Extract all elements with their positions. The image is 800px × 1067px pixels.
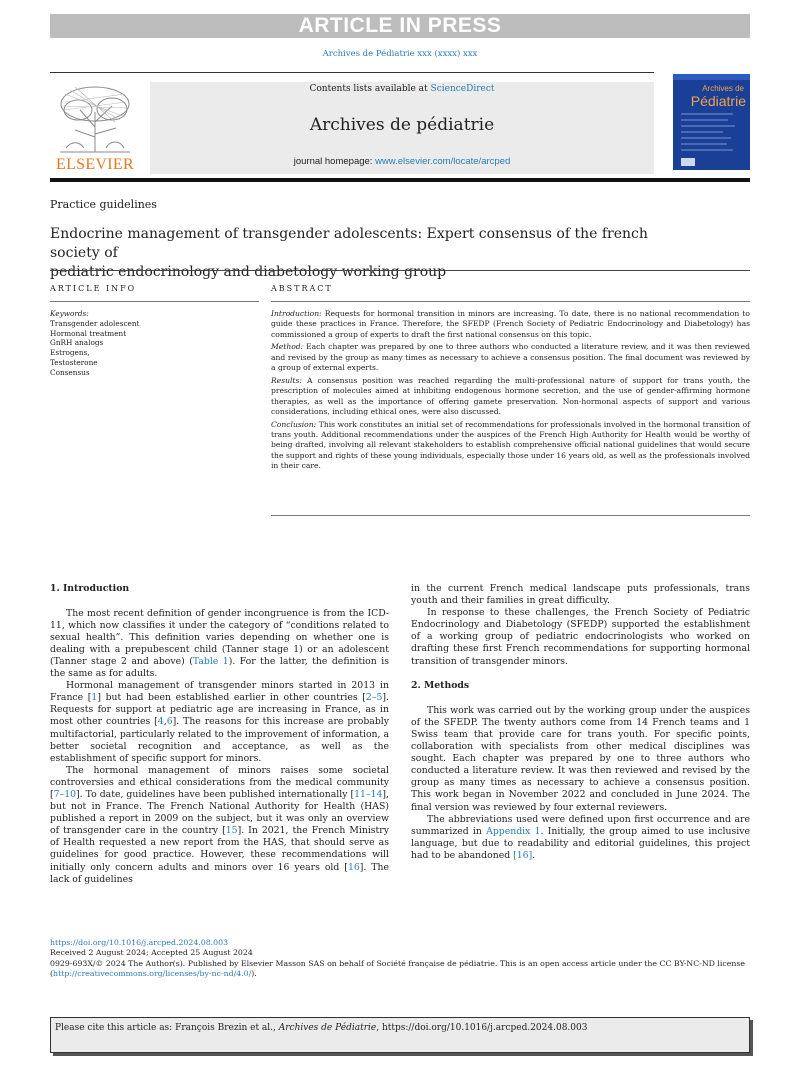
article-info-heading: ARTICLE INFO	[50, 284, 137, 293]
masthead-thick-rule	[50, 178, 750, 182]
keyword: Hormonal treatment	[50, 328, 127, 338]
citation-link[interactable]: 15	[225, 825, 238, 837]
license-link[interactable]: http://creativecommons.org/licenses/by-nc-nd/4.0/	[53, 968, 252, 978]
abstract-bottom-rule	[271, 515, 750, 516]
body-paragraph: In response to these challenges, the French Society of Pediatric Endocrinology and Diabetology (SFEDP) supported the establishment of a working group of pediatric endocrinologists who worked on drafting these first French recommendations for supporting hormonal transition of transgender minors.	[411, 607, 750, 667]
body-column-right	[411, 583, 750, 862]
journal-title: Archives de pédiatrie	[309, 115, 495, 135]
body-column-left	[50, 583, 389, 886]
abstract-method: Method: Each chapter was prepared by one to three authors who conducted a literature review, and it was then reviewed and revised by the group as many times as necessary to achieve a consensus position. The final document was reviewed by a group of external experts.	[271, 342, 750, 373]
article-info-rule	[50, 301, 259, 302]
header-rule	[50, 72, 654, 73]
elsevier-wordmark: ELSEVIER	[56, 156, 134, 173]
introduction-heading: 1. Introduction	[50, 583, 130, 594]
citation-link[interactable]: 1	[91, 692, 98, 704]
abstract-introduction: Introduction: Requests for hormonal transition in minors are increasing. To date, there is no national recommendation to guide these practices in France. Therefore, the SFEDP (French Society of Pediatric Endocrinology and Diabetology) has commissioned a group of experts to draft the first national consensus on this topic.	[271, 309, 750, 339]
keyword: Testosterone	[50, 357, 98, 367]
abstract-rule	[271, 301, 750, 302]
elsevier-tree-icon	[50, 82, 140, 154]
keyword: Consensus	[50, 367, 90, 377]
title-rule	[50, 270, 750, 271]
body-paragraph: The most recent definition of gender incongruence is from the ICD-11, which now classifies it under the category of “conditions related to sexual health”. This definition varies depending on whether one is dealing with a prepubescent child (Tanner stage 1) or an adolescent (Tanner stage 2 and above) (Table 1). For the latter, the definition is the same as for adults.	[50, 607, 389, 680]
abstract-conclusion: Conclusion: This work constitutes an initial set of recommendations for professionals involved in the hormonal transition of trans youth. Additional recommendations under the auspices of the French High Authority for Health would be worthy of being drafted, involving all relevant stakeholders to establish comprehensive official national guidelines that would secure the support and rights of these young individuals, especially those under 16 years old, as well as the professionals involved in their care.	[271, 419, 750, 470]
citation-link[interactable]: 7–10	[53, 789, 77, 800]
journal-cover-thumbnail[interactable]	[673, 74, 750, 170]
body-paragraph: This work was carried out by the working group under the auspices of the SFEDP. The twenty authors come from 14 French teams and 1 Swiss team that provide care for trans youth. For specific points, collaboration with specialists from other medical disciplines was sought. Each chapter was prepared by one to three authors who conducted a literature review. It was then reviewed and revised by the group as many times as necessary to achieve a consensus position. This work began in November 2022 and concluded in June 2024. The final version was reviewed by four external reviewers.	[411, 704, 750, 813]
methods-heading: 2. Methods	[411, 680, 470, 692]
keyword: GnRH analogs	[50, 338, 104, 348]
elsevier-logo	[50, 82, 140, 174]
section-type: Practice guidelines	[50, 198, 157, 211]
keywords-label: Keywords:	[50, 309, 89, 318]
journal-homepage: journal homepage: www.elsevier.com/locate/arcped	[293, 156, 511, 167]
body-paragraph: Hormonal management of transgender minors started in 2013 in France [1] but had been established earlier in other countries [2–5]. Requests for support at pediatric age are increasing in France, as in most other countries [4,6]. The reasons for this increase are probably multifactorial, particularly related to the improvement of information, a better societal recognition and acceptance, as well as the establishment of specific support for minors.	[50, 680, 389, 764]
contents-line: Contents lists available at ScienceDirect	[309, 84, 495, 94]
article-title	[50, 225, 690, 282]
article-in-press-banner: ARTICLE IN PRESS	[50, 14, 750, 38]
body-paragraph: The hormonal management of minors raises some societal controversies and ethical considerations from the medical community [7–10]. To date, guidelines have been published internationally [11–14], but not in France. The French National Authority for Health (HAS) published a report in 2009 on the subject, but it was only an overview of transgender care in the country [15]. In 2021, the French Ministry of Health requested a new report from the HAS, that should serve as guidelines for good practice. However, these recommendations will initially only concern adults and minors over 16 years old [16]. The lack of guidelines	[50, 764, 390, 885]
citation-link[interactable]: 11–14	[354, 789, 383, 800]
doi-link[interactable]: https://doi.org/10.1016/j.arcped.2024.08.003	[50, 938, 229, 947]
keyword: Estrogens,	[50, 348, 90, 358]
cover-title-large: Pédiatrie	[690, 93, 746, 109]
body-paragraph: The abbreviations used were defined upon first occurrence and are summarized in Appendix 1. Initially, the group aimed to use inclusive language, but due to readability and editorial guidelines, this project had to be abandoned [16].	[411, 813, 750, 861]
citation-link[interactable]: 2–5	[365, 692, 383, 704]
keyword: Transgender adolescent	[50, 318, 140, 328]
abstract-body	[271, 309, 750, 474]
copyright-notice: 0929-693X/© 2024 The Author(s). Published by Elsevier Masson SAS on behalf of Société française de pédiatrie. This is an open access article under the CC BY-NC-ND license (http://creativecommons.org/licenses/by-nc-nd/4.0/).	[50, 958, 745, 978]
sciencedirect-link[interactable]: ScienceDirect	[430, 84, 495, 94]
table-1-link[interactable]: Table 1	[192, 655, 229, 667]
citation-box: Please cite this article as: François Brezin et al., Archives de Pédiatrie, https://doi.org/10.1016/j.arcped.2024.08.003	[50, 1017, 750, 1053]
journal-masthead	[150, 82, 654, 174]
article-footer	[50, 938, 750, 979]
journal-reference[interactable]: Archives de Pédiatrie xxx (xxxx) xxx	[322, 49, 478, 59]
cite-journal: Archives de Pédiatrie	[278, 1023, 377, 1033]
body-paragraph: in the current French medical landscape puts professionals, trans youth and their families in great difficulty.	[411, 583, 750, 607]
article-title-line2: pediatric endocrinology and diabetology working group	[50, 264, 447, 280]
journal-homepage-link[interactable]: www.elsevier.com/locate/arcped	[375, 156, 511, 167]
cover-title-small: Archives de	[702, 84, 744, 93]
citation-link[interactable]: 16	[347, 861, 360, 873]
received-dates: Received 2 August 2024; Accepted 25 August 2024	[50, 948, 253, 958]
appendix-1-link[interactable]: Appendix 1	[486, 825, 541, 837]
abstract-heading: ABSTRACT	[271, 284, 333, 293]
citation-link[interactable]: 6	[166, 716, 173, 728]
citation-link[interactable]: 4	[157, 716, 164, 728]
article-title-line1: Endocrine management of transgender adolescents: Expert consensus of the french society of	[50, 226, 648, 261]
keywords-list	[50, 309, 250, 378]
citation-link[interactable]: [16]	[513, 849, 533, 861]
abstract-results: Results: A consensus position was reached regarding the multi-professional nature of support for trans youth, the prescription of molecules aimed at inhibiting endogenous hormone secretion, and the use of gender-affirming hormone therapies, as well as the importance of offering gamete preservation. Non-hormonal aspects of support and various considerations, including ethical ones, were also discussed.	[271, 375, 750, 416]
